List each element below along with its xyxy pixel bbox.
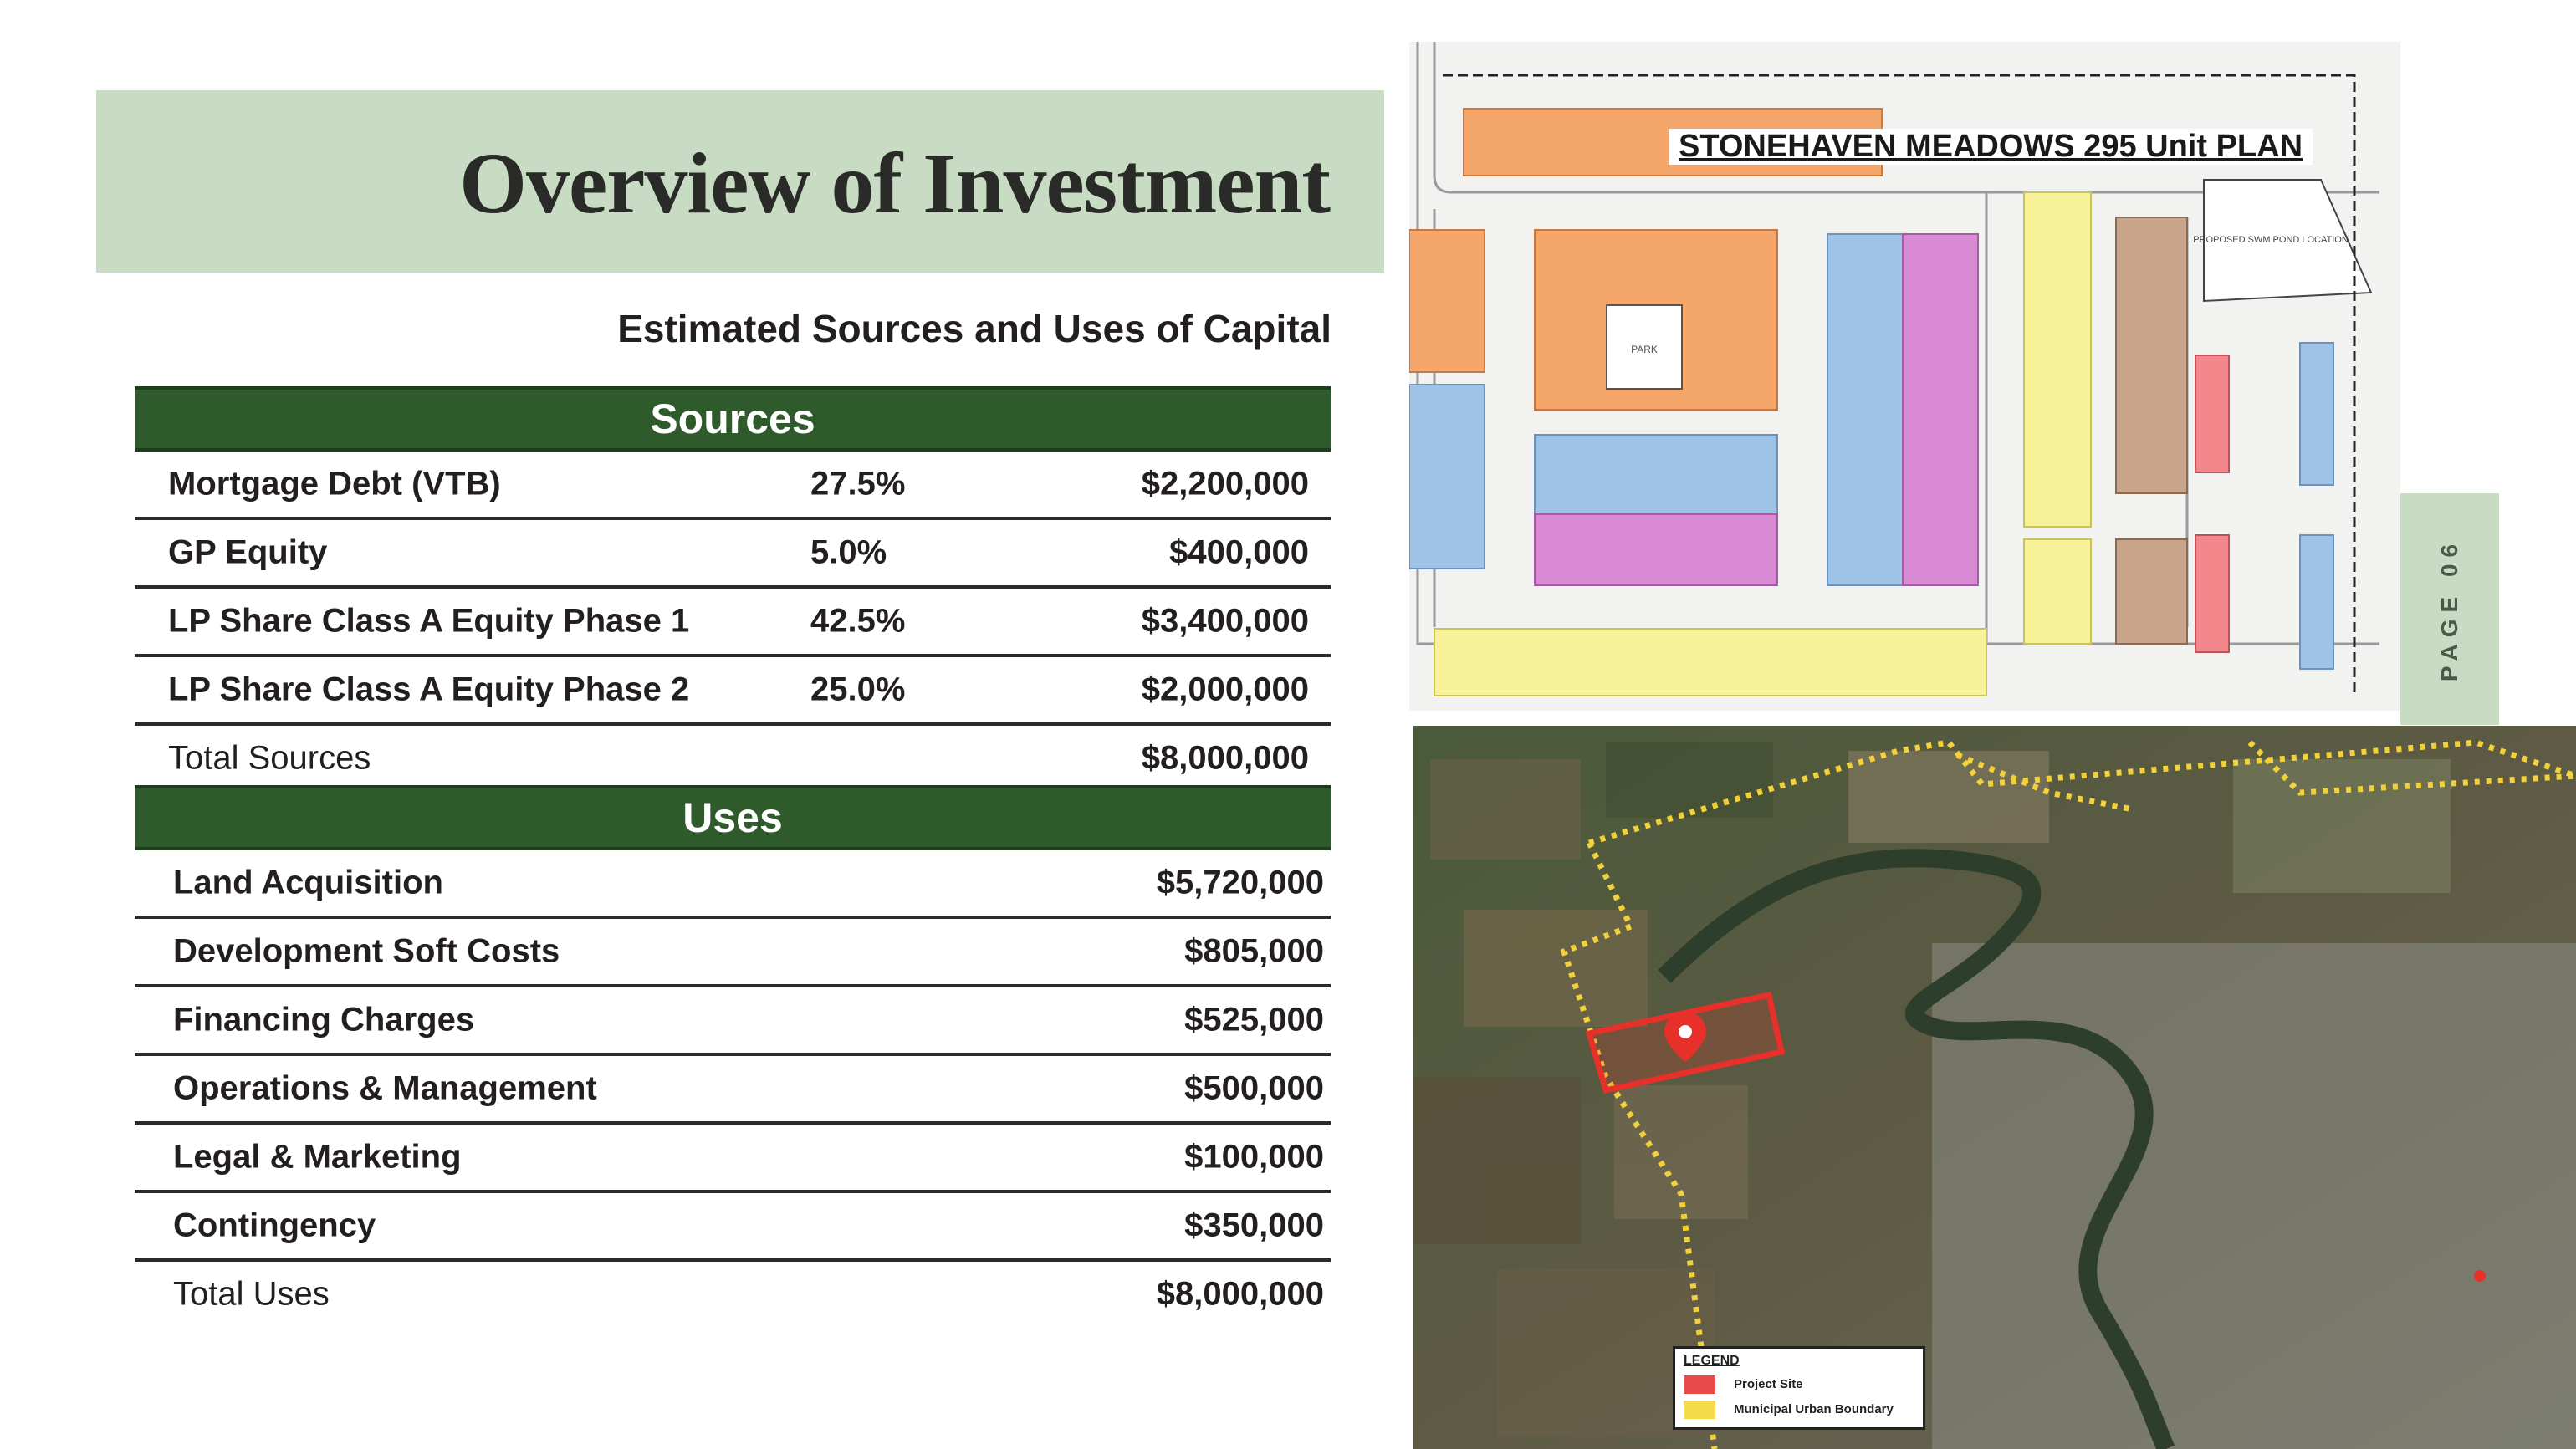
table-row [135, 520, 1331, 589]
row-amount: $5,720,000 [1156, 864, 1324, 901]
row-amount: $2,000,000 [1141, 671, 1309, 708]
row-amount: $100,000 [1184, 1138, 1324, 1176]
row-amount: $2,200,000 [1141, 465, 1309, 503]
row-label: LP Share Class A Equity Phase 1 [168, 602, 690, 640]
title-band [96, 90, 1384, 273]
table-subtitle: Estimated Sources and Uses of Capital [617, 307, 1331, 350]
row-amount: $400,000 [1169, 533, 1309, 571]
map-legend [1673, 1346, 1925, 1430]
row-amount: $3,400,000 [1141, 602, 1309, 640]
total-amount: $8,000,000 [1156, 1275, 1324, 1313]
row-percent: 27.5% [810, 465, 906, 503]
table-row [135, 452, 1331, 520]
row-amount: $350,000 [1184, 1207, 1324, 1244]
sources-header: Sources [135, 386, 1331, 452]
legend-swatch-project-site [1684, 1375, 1715, 1394]
table-row [135, 1193, 1331, 1262]
row-label: LP Share Class A Equity Phase 2 [168, 671, 690, 708]
row-label: Development Soft Costs [173, 932, 560, 970]
table-row [135, 1125, 1331, 1193]
sources-table [135, 386, 1331, 791]
page-title: Overview of Investment [459, 135, 1330, 232]
pond-label: PROPOSED SWM POND LOCATION [2193, 235, 2349, 245]
legend-label-project-site: Project Site [1734, 1377, 1803, 1391]
row-percent: 25.0% [810, 671, 906, 708]
sources-total-row [135, 726, 1331, 791]
table-row [135, 657, 1331, 726]
page-number-tab [2400, 493, 2499, 725]
row-label: Mortgage Debt (VTB) [168, 465, 501, 503]
row-label: GP Equity [168, 533, 328, 571]
site-plan-image [1409, 42, 2400, 711]
legend-title: LEGEND [1684, 1354, 1740, 1368]
uses-table [135, 785, 1331, 1327]
table-row [135, 589, 1331, 657]
legend-label-urban-boundary: Municipal Urban Boundary [1734, 1402, 1894, 1416]
row-label: Land Acquisition [173, 864, 443, 901]
row-percent: 5.0% [810, 533, 887, 571]
table-row [135, 1056, 1331, 1125]
aerial-map-drawing [1413, 726, 2576, 1449]
row-amount: $500,000 [1184, 1069, 1324, 1107]
uses-header: Uses [135, 785, 1331, 850]
page-number: PAGE 06 [2436, 537, 2462, 681]
row-percent: 42.5% [810, 602, 906, 640]
table-row [135, 987, 1331, 1056]
uses-total-row [135, 1262, 1331, 1327]
total-amount: $8,000,000 [1141, 739, 1309, 777]
row-label: Financing Charges [173, 1001, 475, 1038]
total-label: Total Sources [168, 739, 371, 777]
table-row [135, 919, 1331, 987]
row-label: Operations & Management [173, 1069, 597, 1107]
site-plan-title: STONEHAVEN MEADOWS 295 Unit PLAN [1669, 129, 2313, 165]
row-label: Contingency [173, 1207, 376, 1244]
row-amount: $805,000 [1184, 932, 1324, 970]
legend-swatch-urban-boundary [1684, 1401, 1715, 1419]
park-label: PARK [1631, 344, 1658, 355]
aerial-map-image [1413, 726, 2576, 1449]
total-label: Total Uses [173, 1275, 330, 1313]
row-label: Legal & Marketing [173, 1138, 462, 1176]
table-row [135, 850, 1331, 919]
row-amount: $525,000 [1184, 1001, 1324, 1038]
